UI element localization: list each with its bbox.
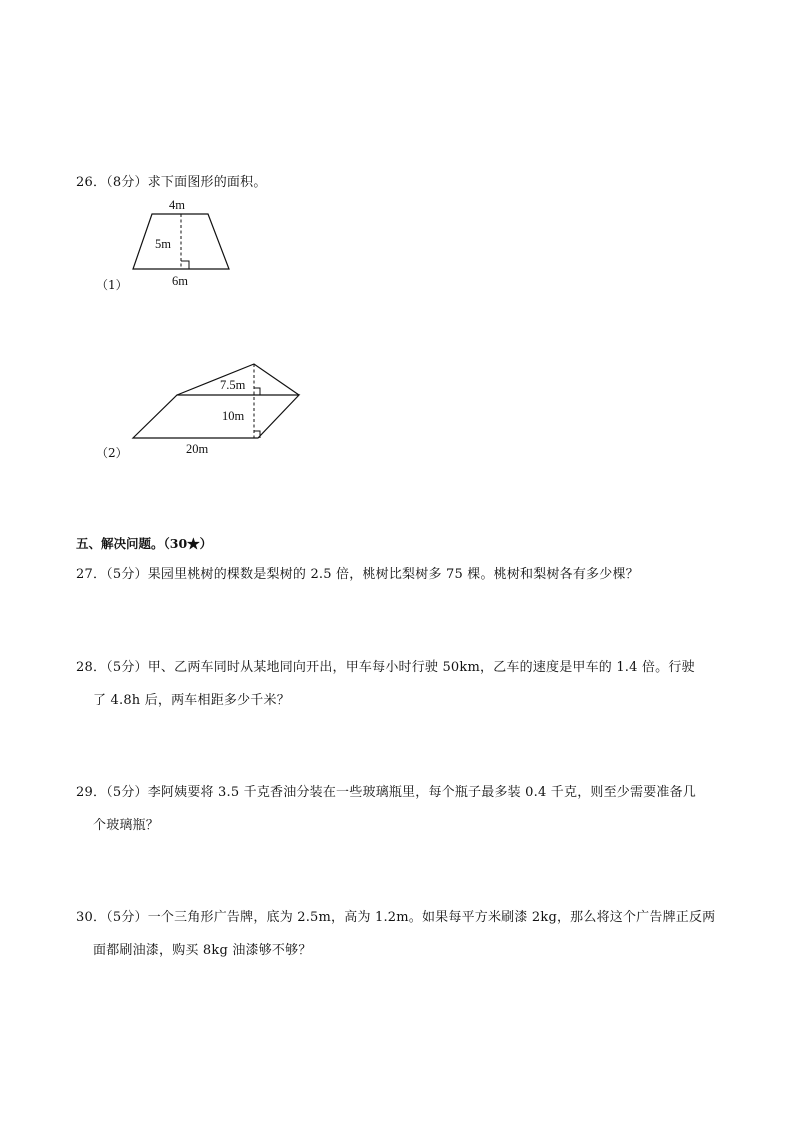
trapezoid-height-label: 5m [155,237,171,251]
question-prompt: 求下面图形的面积。 [147,175,267,190]
parallelogram-outline [133,395,299,438]
question-30-line-2: 面都刷油漆，购买 8kg 油漆够不够？ [93,943,312,958]
question-number: 26． [76,175,107,190]
trapezoid-bottom-label: 6m [172,274,188,288]
question-29-line-2: 个玻璃瓶？ [93,818,160,833]
right-angle-mark [181,261,189,269]
question-29-line-1: 29．（5分）李阿姨要将 3.5 千克香油分装在一些玻璃瓶里，每个瓶子最多装 0.4 千克，则至少需要准备几 [76,785,696,800]
triangle-height-label: 7.5m [220,378,246,392]
composite-figure [133,364,299,456]
upper-right-angle-mark [254,388,260,395]
section-title: 五、解决问题。（30★） [76,536,213,551]
question-28-line-1: 28．（5分）甲、乙两车同时从某地同向开出，甲车每小时行驶 50km，乙车的速度是甲车的 1.4 倍。行驶 [76,660,695,675]
figure-1-label: （1） [96,278,128,292]
question-score: （8分） [106,175,148,190]
question-27: 27．（5分）果园里桃树的棵数是梨树的 2.5 倍，桃树比梨树多 75 棵。桃树和梨树各有多少棵？ [76,567,639,582]
question-28-line-2: 了 4.8h 后，两车相距多少千米？ [93,693,290,708]
parallelogram-base-label: 20m [186,442,209,456]
question-30-line-1: 30．（5分）一个三角形广告牌，底为 2.5m，高为 1.2m。如果每平方米刷漆 2kg，那么将这个广告牌正反两 [76,910,716,925]
trapezoid-top-label: 4m [169,198,185,212]
parallelogram-height-label: 10m [222,409,245,423]
trapezoid-figure [133,198,229,288]
figure-2-label: （2） [96,446,128,460]
